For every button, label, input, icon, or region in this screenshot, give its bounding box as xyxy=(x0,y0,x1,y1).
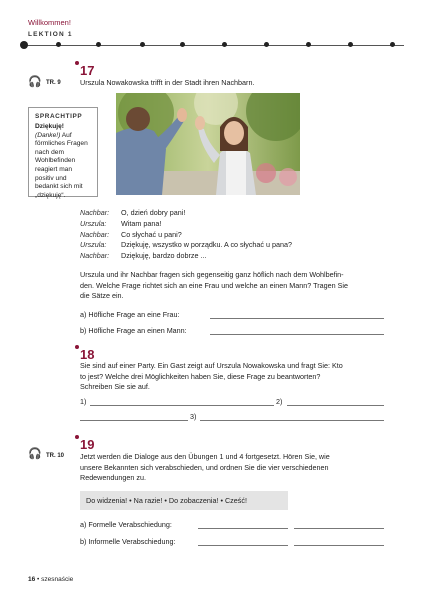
task-line: Schreiben Sie sie auf. xyxy=(80,382,150,391)
timeline-dot xyxy=(264,42,269,47)
unit-title: Willkommen! xyxy=(28,18,71,27)
timeline-dot-start xyxy=(20,41,28,49)
track-label: TR. 10 xyxy=(46,453,65,459)
exercise-instruction: Urszula Nowakowska trifft in der Stadt ihren Nachbarn. xyxy=(80,78,255,87)
dialog-text: Dziękuję, wszystko w porządku. A co słychać u pana? xyxy=(121,240,292,250)
answer-field[interactable] xyxy=(90,405,274,406)
dialog-line xyxy=(80,219,292,230)
task-line: to jest? Welche drei Möglichkeiten haben Sie, diese Frage zu beantworten? xyxy=(80,371,321,381)
exercise-number: 19 xyxy=(80,437,95,452)
dialog-speaker: Urszula: xyxy=(80,240,107,250)
dialog-text: Co słychać u pani? xyxy=(121,229,182,239)
dialog-speaker: Nachbar: xyxy=(80,208,110,217)
page-number: 16 xyxy=(28,576,36,583)
phrase-bank: Do widzenia! • Na razie! • Do zobaczenia! • Cześć! xyxy=(80,491,288,510)
task-line: den. Welche Frage richtet sich an eine Frau und welche an einen Mann? Tragen Sie xyxy=(80,280,348,290)
answer-label: b) Höfliche Frage an einen Mann: xyxy=(80,326,187,335)
dialog-text: Witam pana! xyxy=(121,218,162,228)
timeline-dot xyxy=(222,42,227,47)
timeline-dot xyxy=(140,42,145,47)
tip-title: SPRACHTIPP xyxy=(35,113,83,120)
dialog-line xyxy=(80,251,292,262)
timeline-dot xyxy=(180,42,185,47)
exercise-task xyxy=(80,270,348,302)
blank-number: 2) xyxy=(276,397,283,406)
answer-field[interactable] xyxy=(294,545,384,546)
answer-field[interactable] xyxy=(80,420,188,421)
answer-field[interactable] xyxy=(210,318,384,319)
dialog-speaker: Urszula: xyxy=(80,218,107,228)
dialog-line xyxy=(80,240,292,251)
answer-field[interactable] xyxy=(200,420,384,421)
answer-label: b) Informelle Verabschiedung: xyxy=(80,537,176,546)
tip-keyword: Dziękuję! xyxy=(35,123,64,130)
page-number-word: szesnaście xyxy=(41,576,74,583)
tip-body xyxy=(35,123,91,200)
answer-label: a) Formelle Verabschiedung: xyxy=(80,520,172,529)
dialog-speaker: Nachbar: xyxy=(80,229,110,239)
exercise-task xyxy=(80,452,330,484)
exercise-number: 17 xyxy=(80,63,95,78)
dialog-line xyxy=(80,230,292,241)
headphones-icon[interactable]: 🎧 xyxy=(28,448,42,460)
answer-field[interactable] xyxy=(198,545,288,546)
photo-greeting-neighbors xyxy=(116,93,300,195)
blank-number: 1) xyxy=(80,397,87,406)
dialog xyxy=(80,208,292,262)
footer-separator: • xyxy=(37,576,42,583)
task-line: Redewendungen zu. xyxy=(80,473,146,482)
dialog-line xyxy=(80,208,292,219)
answer-field[interactable] xyxy=(210,334,384,335)
exercise-task xyxy=(80,361,343,393)
task-line: Urszula und ihr Nachbar fragen sich gegenseitig ganz höflich nach dem Wohlbefin- xyxy=(80,270,344,279)
tip-translation: (Danke!) xyxy=(35,131,61,139)
track-label: TR. 9 xyxy=(46,80,61,86)
answer-field[interactable] xyxy=(294,528,384,529)
header-rule xyxy=(24,45,404,46)
task-line: unsere Bekannten sich verabschieden, und ordnen Sie die vier verschiedenen xyxy=(80,462,329,472)
timeline-dot xyxy=(306,42,311,47)
task-line: Jetzt werden die Dialoge aus den Übungen 1 und 4 fortgesetzt. Hören Sie, wie xyxy=(80,452,330,461)
language-tip-box xyxy=(28,107,98,197)
timeline-dot xyxy=(348,42,353,47)
blank-number: 3) xyxy=(190,412,197,421)
answer-label: a) Höfliche Frage an eine Frau: xyxy=(80,310,180,319)
task-line: die Sätze ein. xyxy=(80,291,124,300)
dialog-text: Dziękuję, bardzo dobrze ... xyxy=(121,251,207,261)
timeline-dot xyxy=(96,42,101,47)
dialog-text: O, dzień dobry pani! xyxy=(121,208,186,217)
timeline-dot xyxy=(390,42,395,47)
dialog-speaker: Nachbar: xyxy=(80,251,110,261)
answer-field[interactable] xyxy=(287,405,384,406)
tip-text: Auf förmliches Fragen nach dem Wohlbefinden reagiert man positiv und bedankt sich mit „dziękuję“. xyxy=(35,131,88,199)
timeline-dot xyxy=(56,42,61,47)
page-footer xyxy=(28,576,73,583)
lesson-label: LEKTION 1 xyxy=(28,31,73,38)
headphones-icon[interactable]: 🎧 xyxy=(28,76,42,88)
answer-field[interactable] xyxy=(198,528,288,529)
exercise-number: 18 xyxy=(80,347,95,362)
task-line: Sie sind auf einer Party. Ein Gast zeigt auf Urszula Nowakowska und fragt Sie: Kto xyxy=(80,361,343,370)
